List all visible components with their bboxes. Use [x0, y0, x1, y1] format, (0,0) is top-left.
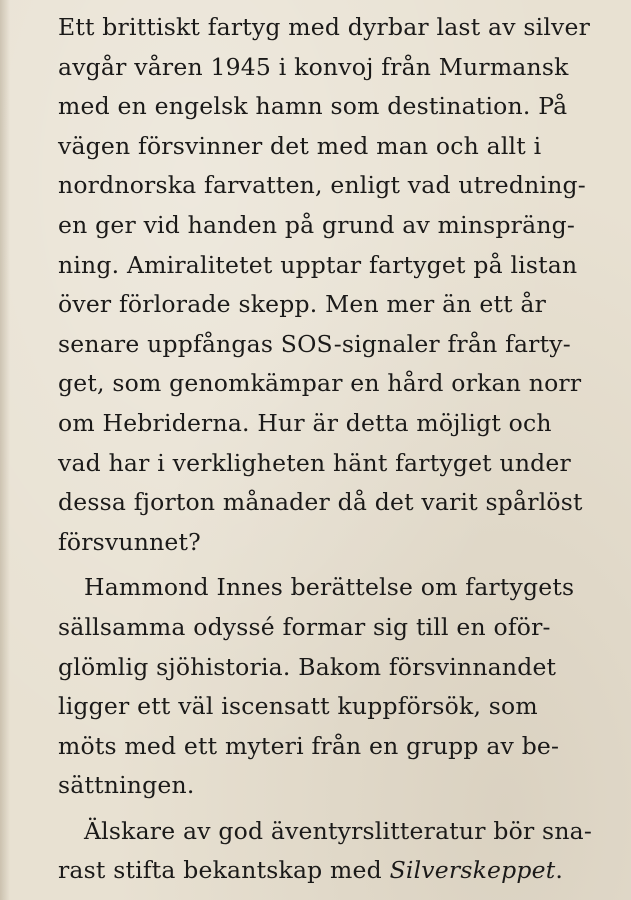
text-line: glömlig sjöhistoria. Bakom försvinnandet [58, 652, 557, 681]
text-line-start: rast stifta bekantskap med [58, 856, 382, 885]
text-line: försvunnet? [58, 527, 201, 556]
text-line: med en engelsk hamn som destination. På [58, 92, 568, 121]
text-line: ning. Amiralitetet upptar fartyget på listan [58, 250, 578, 279]
text-line: Hammond Innes berättelse om fartygets [84, 573, 575, 602]
text-line: vägen försvinner det med man och allt i [58, 131, 542, 160]
paragraph-3 [58, 812, 614, 891]
text-block [58, 8, 614, 891]
page-edge-shadow [0, 0, 10, 900]
text-line: ligger ett väl iscensatt kuppförsök, som [58, 692, 538, 721]
text-line: Älskare av god äventyrslitteratur bör sna- [84, 816, 593, 845]
text-line: get, som genomkämpar en hård orkan norr [58, 369, 582, 398]
text-line: dessa fjorton månader då det varit spårlöst [58, 488, 583, 517]
text-line-with-title [58, 851, 614, 891]
text-line: nordnorska farvatten, enligt vad utredning- [58, 171, 586, 200]
paragraph-1 [58, 8, 614, 562]
text-line: möts med ett myteri från en grupp av be- [58, 731, 560, 760]
text-line: avgår våren 1945 i konvoj från Murmansk [58, 52, 569, 81]
text-line: en ger vid handen på grund av minspräng- [58, 210, 576, 239]
text-line: sättningen. [58, 771, 195, 800]
sentence-end: . [555, 856, 564, 885]
text-line: Ett brittiskt fartyg med dyrbar last av silver [58, 13, 591, 41]
book-title: Silverskeppet [389, 856, 556, 885]
text-line: senare uppfångas SOS-signaler från farty- [58, 329, 571, 358]
text-line: vad har i verkligheten hänt fartyget under [58, 448, 571, 477]
text-line: om Hebriderna. Hur är detta möjligt och [58, 408, 552, 437]
paragraph-2 [58, 568, 614, 806]
text-line: sällsamma odyssé formar sig till en oför- [58, 612, 551, 641]
text-line: över förlorade skepp. Men mer än ett år [58, 290, 547, 319]
